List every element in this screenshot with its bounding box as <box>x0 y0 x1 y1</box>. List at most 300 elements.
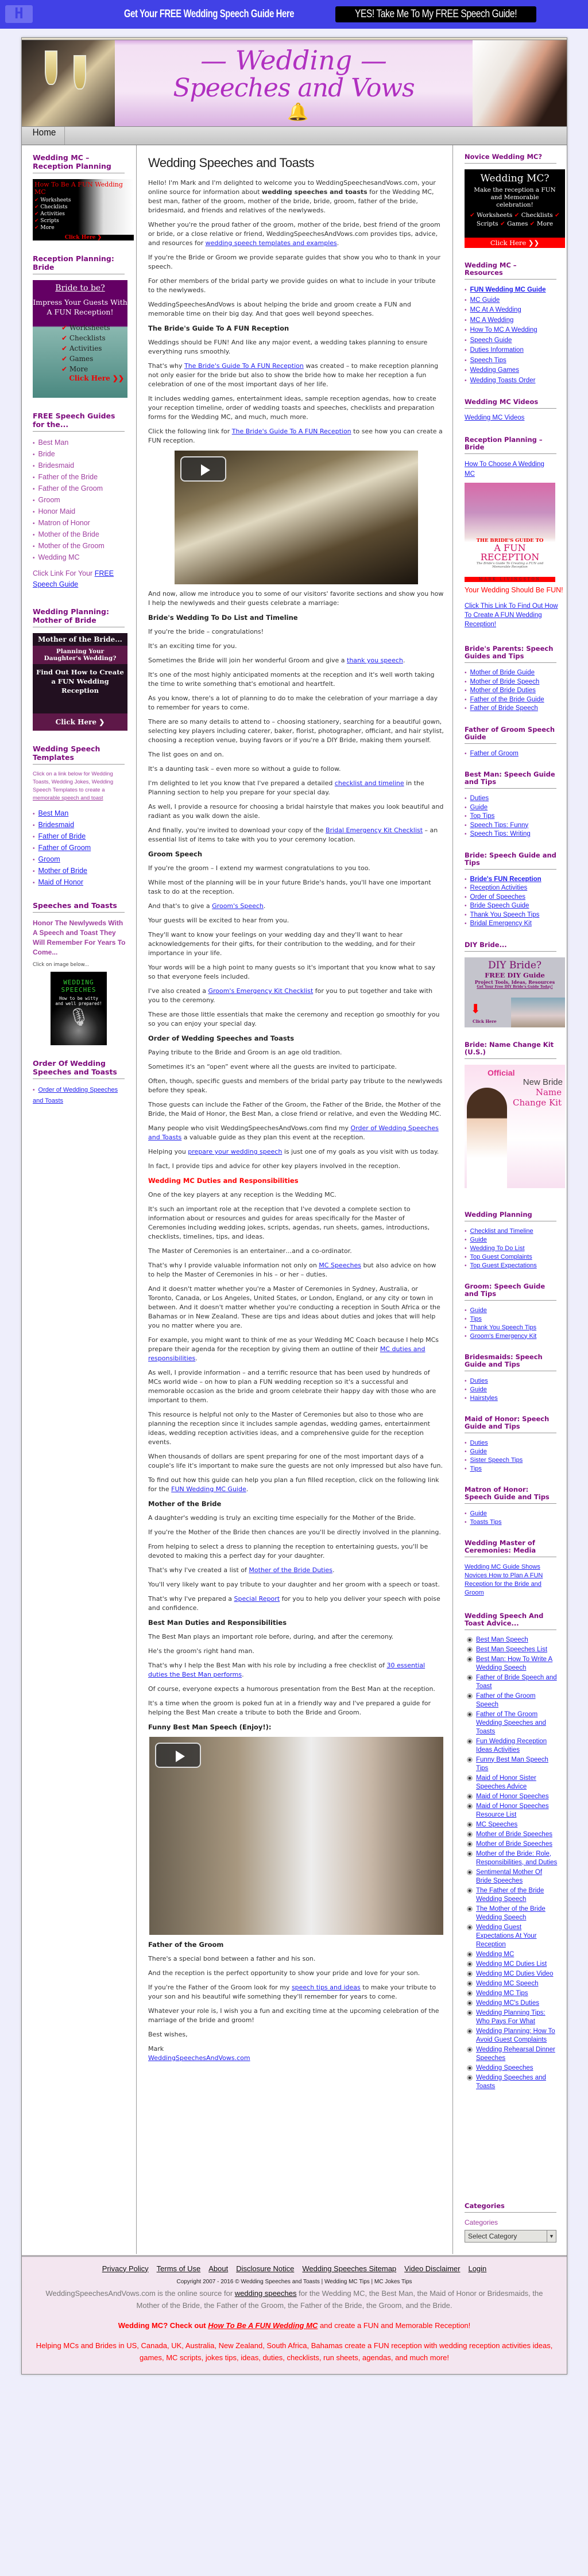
champagne-glasses-photo <box>22 40 115 126</box>
checkmark-icon: ✔ <box>61 344 69 352</box>
bullet-circle-icon <box>467 1841 473 1847</box>
list-link[interactable]: Wedding Rehearsal Dinner Speeches <box>476 2046 555 2062</box>
ad-line: Find Out How to Create a FUN Wedding Reception <box>36 668 124 695</box>
text: That's why I've prepared a <box>148 1595 234 1603</box>
free-guide-text <box>33 568 127 590</box>
text: And finally, you're invited to download your copy of the <box>148 827 326 834</box>
list-link[interactable]: Bridesmaid <box>38 821 75 829</box>
bullet-circle-icon <box>467 2000 473 2006</box>
brides-guide-book[interactable] <box>465 483 555 582</box>
text: Mark <box>148 2045 164 2053</box>
list-link[interactable]: Guide <box>470 1386 487 1393</box>
list-item <box>465 1793 558 1801</box>
list-item-label[interactable]: Father of the Bride <box>38 473 98 481</box>
footer-link[interactable]: Privacy Policy <box>102 2264 149 2273</box>
video-player[interactable] <box>175 451 418 584</box>
list-item-label[interactable]: Best Man <box>38 439 69 447</box>
paragraph <box>148 765 444 774</box>
inline-link[interactable]: Mother of the Bride Duties <box>249 1566 333 1574</box>
list-link[interactable]: Maid of Honor <box>38 878 84 886</box>
paragraph <box>148 1661 444 1679</box>
paragraph <box>148 1100 444 1119</box>
list-link[interactable]: MC Guide <box>470 296 500 304</box>
list-link[interactable]: Checklist and Timeline <box>470 1227 533 1235</box>
honor-newlyweds-text: Honor The Newlyweds With A Speech and Toast They Will Remember For Years To Come... <box>33 919 126 956</box>
list-link[interactable]: Thank You Speech Tips <box>470 1324 537 1331</box>
list-item <box>465 920 567 929</box>
footer-link[interactable]: Disclosure Notice <box>236 2264 295 2273</box>
sidebar-heading: Novice Wedding MC? <box>465 153 556 164</box>
section-heading <box>148 1034 444 1043</box>
paragraph <box>148 1685 444 1694</box>
ad-line: Mother of the Bride... <box>38 635 122 643</box>
list-link[interactable]: Father of Bride <box>38 832 86 840</box>
list-link[interactable]: Hairstyles <box>470 1394 498 1402</box>
footer-link[interactable]: Terms of Use <box>156 2264 201 2273</box>
list-item <box>465 1655 558 1673</box>
list-link[interactable]: Toasts Tips <box>470 1518 502 1526</box>
text: for the Wedding MC, best man, father of the groom, mother of the bride, bride, groom, father of the bride, bridesmaid, and friends and relatives of the newlyweds. <box>148 188 434 214</box>
sidebar-heading: Bride: Speech Guide and Tips <box>465 852 556 870</box>
text: Whether you're the proud father of the groom, mother of the bride, best friend of the groom or bride, or a close relative or friend, WeddingSpeechesAndVows.com provides tips, advice, and resources for <box>148 221 440 247</box>
wedding-mc-videos-link[interactable]: Wedding MC Videos <box>465 414 525 421</box>
text: That's why I help the Best Man with his role by including a free checklist of <box>148 1662 387 1669</box>
list-link[interactable]: Mother of Bride Speeches <box>476 1830 552 1838</box>
text: Best wishes, <box>148 2031 188 2038</box>
inline-link[interactable]: wedding speech templates and examples <box>205 239 337 247</box>
text: . <box>403 657 405 664</box>
bullet-circle-icon <box>467 1961 473 1967</box>
list-link[interactable]: Order of Wedding Speeches and Toasts <box>33 1087 118 1104</box>
list-link[interactable]: Mother of Bride Duties <box>470 687 536 694</box>
checkmark-icon: ✔ <box>34 204 41 210</box>
main-nav <box>22 126 567 145</box>
list-link[interactable]: Top Guest Expectations <box>470 1262 537 1269</box>
paragraph <box>148 427 444 445</box>
inline-link[interactable]: Order of Wedding Speeches and Toasts <box>148 1124 439 1141</box>
ad-line: Get Your Free DIY Bride's Guide Today! <box>477 984 553 989</box>
list-link[interactable]: Duties Information <box>470 347 524 354</box>
ad-check-item: ✔ Worksheets <box>61 324 110 332</box>
text: – an essential list of items to take with you to your ceremony location. <box>148 827 438 843</box>
list-item <box>465 669 567 678</box>
list-link[interactable]: Funny Best Man Speech Tips <box>476 1756 548 1772</box>
click-image-text: Click on image below... <box>33 962 89 968</box>
text: It's a daunting task – even more so without a guide to follow. <box>148 765 341 773</box>
checkmark-icon: ✔ <box>61 355 69 363</box>
list-link[interactable]: Wedding MC Duties Video <box>476 1970 554 1977</box>
inline-link[interactable]: Special Report <box>234 1595 280 1603</box>
diy-bride-ad[interactable] <box>465 957 565 1027</box>
paragraph <box>148 277 444 295</box>
bullet-circle-icon <box>467 1693 473 1699</box>
list-item-label[interactable]: Mother of the Bride <box>38 530 99 538</box>
bold-text: wedding speeches and toasts <box>261 188 368 196</box>
text: You'll very likely want to pay tribute to your daughter and her groom with a speech or toast. <box>148 1581 440 1588</box>
list-link[interactable]: Top Tips <box>470 813 495 820</box>
list-link[interactable]: Wedding Toasts Order <box>470 377 536 384</box>
list-item-label[interactable]: Father of the Groom <box>38 484 103 492</box>
list-link[interactable]: Wedding MC's Duties <box>476 1999 539 2007</box>
text: The Master of Ceremonies is an entertainer…and a co-ordinator. <box>148 1247 352 1255</box>
paragraph <box>148 2007 444 2025</box>
list-link[interactable]: Duties <box>470 1439 488 1446</box>
text: Hello! I'm Mark and I'm delighted to welcome you to WeddingSpeechesandVows.com, your online source for information about <box>148 179 436 196</box>
inline-link[interactable]: The Bride's Guide To A FUN Reception <box>231 428 351 435</box>
text: And it doesn't matter whether you're a Master of Ceremonies in Sydney, Australia, or Toronto, Canada, or Los Angeles, United States, or London, England, or any city or town in between. And it doesn't matter whether you're conducting a reception in South Africa or the Bahamas or in New Zealand. These are tips and ideas about duties and jokes that will help you no matter where you are. <box>148 1285 440 1329</box>
list-link[interactable]: MC Speeches <box>476 1821 518 1828</box>
checkmark-icon: ✔ <box>555 212 560 219</box>
text: In fact, I provide tips and advice for other key players involved in the reception. <box>148 1162 401 1170</box>
footer-link[interactable]: Wedding Speeches Sitemap <box>302 2264 397 2273</box>
footer-link[interactable]: About <box>208 2264 229 2273</box>
inline-link[interactable]: MC duties and responsibilities <box>148 1345 425 1362</box>
list-item <box>465 678 567 687</box>
list-link[interactable]: Reception Activities <box>470 884 528 891</box>
list-link[interactable]: Bride Speech Guide <box>470 902 529 909</box>
list-link[interactable]: The Mother of the Bride Wedding Speech <box>476 1905 546 1921</box>
list-item-label[interactable]: Honor Maid <box>38 507 76 515</box>
text: Sometimes it's an “open” event where all the guests are invited to participate. <box>148 1063 397 1070</box>
list-link[interactable]: Wedding MC Duties List <box>476 1960 547 1968</box>
paragraph <box>148 1566 444 1575</box>
fun-mc-ad[interactable] <box>33 179 134 240</box>
fun-mc-link[interactable]: How To Be A FUN Wedding MC <box>208 2321 318 2330</box>
list-item <box>465 821 567 831</box>
list-item <box>465 1386 567 1394</box>
list-link[interactable]: Best Man Speeches List <box>476 1646 548 1653</box>
ad-check-item: ✔ Scripts <box>34 218 59 224</box>
inline-link[interactable]: speech tips and ideas <box>291 1984 361 1991</box>
paragraph <box>148 1190 444 1200</box>
list-link[interactable]: Wedding To Do List <box>470 1244 525 1252</box>
footer-mc-promo <box>28 2319 561 2331</box>
inline-link[interactable]: MC Speeches <box>319 1262 361 1269</box>
list-link[interactable]: Father of Groom <box>38 844 91 852</box>
text: to make your tribute to your son and his beautiful wife something they'll remember for years to come. <box>148 1984 436 2000</box>
inline-link[interactable]: Groom's Emergency Kit Checklist <box>208 987 314 995</box>
mother-of-bride-ad[interactable] <box>33 633 127 731</box>
free-guide-button-label: YES! Take Me To My FREE Speech Guide! <box>354 8 517 20</box>
free-speech-guide-link[interactable]: FREE Speech Guide <box>33 569 114 588</box>
bullet-circle-icon <box>467 1869 473 1875</box>
list-link[interactable]: Maid of Honor Speeches Resource List <box>476 1802 549 1818</box>
list-link[interactable]: MC At A Wedding <box>470 307 521 313</box>
list-link[interactable]: Wedding MC Tips <box>476 1989 528 1997</box>
list-link[interactable]: Sister Speech Tips <box>470 1456 523 1464</box>
list-item <box>465 696 567 705</box>
list-link[interactable]: Maid of Honor Sister Speeches Advice <box>476 1774 536 1790</box>
paragraph <box>148 362 444 389</box>
paragraph <box>148 253 444 271</box>
list-link[interactable]: Father of the Bride Guide <box>470 696 544 703</box>
inline-link[interactable]: thank you speech <box>347 657 403 664</box>
text: . <box>263 902 266 910</box>
list-link[interactable]: Wedding MC Speech <box>476 1980 539 1987</box>
text: Your guests will be excited to hear from you. <box>148 917 289 924</box>
list-link[interactable]: Bride's FUN Reception <box>470 875 541 883</box>
list-link[interactable]: Father of The Groom Wedding Speeches and Toasts <box>476 1710 546 1735</box>
list-link[interactable]: Mother of Bride <box>38 867 87 875</box>
list-link[interactable]: Wedding Guest Expectations At Your Reception <box>476 1923 537 1948</box>
list-link[interactable]: Speech Tips: Funny <box>470 821 529 829</box>
sidebar-heading: Father of Groom Speech Guide <box>465 726 556 744</box>
bride-reception-ad[interactable] <box>33 280 127 398</box>
list-link[interactable]: Speech Tips <box>470 356 506 364</box>
text: If you're the Bride or Groom we provide separate guides that show you who to thank in your speech. <box>148 254 440 270</box>
list-link[interactable]: Guide <box>470 1306 487 1314</box>
list-item <box>465 902 567 911</box>
name-change-kit-ad[interactable] <box>465 1065 565 1188</box>
sidebar-heading: DIY Bride... <box>465 941 556 952</box>
list-link[interactable]: Father of Bride Speech <box>470 705 538 712</box>
list-item <box>33 495 136 506</box>
list-link[interactable]: Speech Guide <box>470 336 512 344</box>
category-select[interactable] <box>465 2230 556 2243</box>
list-link[interactable]: Bridal Emergency Kit <box>470 920 532 927</box>
list-item <box>465 1868 558 1886</box>
bullet-circle-icon <box>467 2047 473 2053</box>
list-item <box>465 1850 558 1867</box>
text: The Best Man plays an important role before, during, and after the ceremony. <box>148 1633 394 1640</box>
inline-link[interactable]: The Bride's Guide To A FUN Reception <box>184 362 304 370</box>
list-link[interactable]: Maid of Honor Speeches <box>476 1793 549 1800</box>
ad-check-item: ✔ Worksheets <box>34 197 71 203</box>
list-item-label[interactable]: Mother of the Groom <box>38 542 105 550</box>
left-sidebar <box>22 145 137 2254</box>
list-item-label[interactable]: Bride <box>38 450 55 458</box>
paragraph <box>148 1699 444 1717</box>
list-item-label[interactable]: Matron of Honor <box>38 519 90 527</box>
ad-subtitle: Make the reception a FUN and Memorable celebration! <box>474 187 556 208</box>
inline-link[interactable]: Groom's Speech <box>212 902 264 910</box>
sidebar-heading: Best Man: Speech Guide and Tips <box>465 771 556 789</box>
inline-link[interactable]: FUN Wedding MC Guide <box>171 1485 246 1493</box>
list-item <box>465 296 567 306</box>
list-link[interactable]: MC A Wedding <box>470 316 514 324</box>
sidebar-heading: Wedding Planning <box>465 1211 556 1221</box>
section-heading <box>148 1940 444 1949</box>
list-link[interactable]: Guide <box>470 1448 487 1455</box>
text: WeddingSpeechesAndVows is about helping the bride and groom create a FUN and memorable time on their big day. And that goes well beyond speeches. <box>148 301 411 317</box>
bullet-circle-icon <box>467 1981 473 1987</box>
novice-mc-ad[interactable] <box>465 169 565 248</box>
text: That's why I've created a list of <box>148 1566 249 1574</box>
paragraph <box>148 902 444 911</box>
bullet-circle-icon <box>467 2065 473 2071</box>
list-item <box>465 1439 567 1448</box>
list-link[interactable]: Best Man: How To Write A Wedding Speech <box>476 1655 553 1671</box>
video-player[interactable] <box>149 1737 443 1935</box>
list-link[interactable]: Mother of Bride Guide <box>470 669 535 676</box>
list-link[interactable]: Wedding Games <box>470 367 519 374</box>
ad-click-here: Click Here ❯ <box>33 235 134 240</box>
fun-reception-link[interactable]: Click This Link To Find Out How To Create A FUN Wedding Reception! <box>465 603 558 628</box>
text: Father of the Groom <box>148 1941 224 1949</box>
list-item <box>465 1756 558 1773</box>
list-link[interactable]: Father of Groom <box>470 750 519 757</box>
list-link[interactable]: Duties <box>470 1377 488 1384</box>
sidebar-heading: Wedding Speech Templates <box>33 744 125 765</box>
wedding-speeches-link[interactable]: wedding speeches <box>234 2288 297 2298</box>
choose-mc-link[interactable]: How To Choose A Wedding MC <box>465 461 544 478</box>
list-item <box>465 1887 558 1904</box>
bullet-circle-icon <box>467 1952 473 1957</box>
list-link[interactable]: Sentimental Mother Of Bride Speeches <box>476 1868 543 1884</box>
bullet-circle-icon <box>467 1647 473 1652</box>
ad-click-here: Click Here ❯❯ <box>69 374 124 382</box>
list-link[interactable]: Guide <box>470 1510 487 1517</box>
media-guide-link[interactable]: Wedding MC Guide Shows Novices How to Plan A FUN Reception for the Bride and Groom <box>465 1563 543 1596</box>
list-link[interactable]: Speech Tips: Writing <box>470 831 531 837</box>
list-link[interactable]: Wedding MC <box>476 1950 514 1958</box>
list-item-label[interactable]: Groom <box>38 496 60 504</box>
play-icon[interactable] <box>155 1743 201 1768</box>
paragraph <box>148 1647 444 1656</box>
list-item <box>465 356 567 366</box>
list-link[interactable]: Wedding Speeches and Toasts <box>476 2074 546 2090</box>
list-link[interactable]: FUN Wedding MC Guide <box>470 286 546 293</box>
list-link[interactable]: Duties <box>470 795 489 802</box>
list-link[interactable]: Best Man <box>38 809 69 817</box>
paragraph <box>148 2030 444 2039</box>
list-link[interactable]: Mother of Bride Speeches <box>476 1840 552 1848</box>
list-item <box>465 830 567 839</box>
text: Groom Speech <box>148 850 203 858</box>
book-author: MARK LIVINGSTON <box>465 577 555 582</box>
list-item <box>465 1262 567 1270</box>
text: If you're the groom – I extend my warmest congratulations to you too. <box>148 864 370 872</box>
list-item <box>465 893 567 902</box>
sidebar-heading: Maid of Honor: Speech Guide and Tips <box>465 1415 556 1433</box>
text: . <box>332 1566 335 1574</box>
text: to see how you can create a FUN reception. <box>148 428 443 444</box>
ad-title: Bride to be? <box>55 284 105 293</box>
list-link[interactable]: Mother of the Bride: Role, Responsibilities, and Duties <box>476 1850 558 1866</box>
paragraph <box>148 220 444 248</box>
list-link[interactable]: The Father of the Bride Wedding Speech <box>476 1887 544 1903</box>
list-link[interactable]: Wedding Speeches <box>476 2064 533 2071</box>
footer-link[interactable]: Login <box>468 2264 487 2273</box>
checkmark-icon: ✔ <box>61 324 69 332</box>
text: in the Planning section to help you prepare for your special day. <box>148 779 424 796</box>
list-link[interactable]: Guide <box>470 1236 487 1243</box>
site-logo[interactable] <box>115 40 473 126</box>
arrow-down-icon: ⬇ <box>470 1002 481 1017</box>
paragraph <box>148 1580 444 1589</box>
list-link[interactable]: Top Guest Complaints <box>470 1253 532 1260</box>
text: It's a time when the groom is poked fun at in a friendly way and I've prepared a guide for helping the Best Man create a tribute to both the Bride and Groom. <box>148 1700 431 1716</box>
list-link[interactable]: Best Man Speech <box>476 1636 528 1643</box>
list-item <box>33 877 136 889</box>
text: Many people who visit WeddingSpeechesAndVows.com find my <box>148 1124 351 1132</box>
wedding-speeches-book[interactable] <box>51 972 107 1045</box>
list-link[interactable]: Groom <box>38 855 60 863</box>
text: I'm delighted to let you know that I've prepared a detailed <box>148 779 335 787</box>
list-link[interactable]: Groom's Emergency Kit <box>470 1332 537 1340</box>
paragraph <box>148 338 444 356</box>
list-link[interactable]: Wedding Planning: How To Avoid Guest Complaints <box>476 2027 555 2043</box>
list-item <box>465 794 567 804</box>
list-item <box>465 1324 567 1332</box>
list-link[interactable]: Tips <box>470 1315 482 1322</box>
templates-description-text: Click on a link below for Wedding Toasts, Wedding Jokes, Wedding Speech Templates to create a <box>33 771 114 793</box>
text: That's why <box>148 362 184 370</box>
text: but also advice on how to help the Master of Ceremonies in his – or her – duties. <box>148 1262 436 1278</box>
list-item-label[interactable]: Wedding MC <box>38 553 80 561</box>
inline-link[interactable]: Bridal Emergency Kit Checklist <box>326 827 423 834</box>
list-link[interactable]: Mother of Bride Speech <box>470 678 540 685</box>
text: Often, though, specific guests and members of the bridal party pay tribute to the newlyweds before they speak. <box>148 1077 443 1094</box>
sidebar-heading: Bridesmaids: Speech Guide and Tips <box>465 1353 556 1371</box>
ad-check-item: ✔ Worksheets <box>470 212 514 219</box>
text: Sometimes the Bride will join her wonderful Groom and give a <box>148 657 347 664</box>
page-title: Wedding Speeches and Toasts <box>148 156 315 170</box>
site-header-banner[interactable] <box>22 40 567 126</box>
text: Paying tribute to the Bride and Groom is an age old tradition. <box>148 1049 342 1056</box>
inline-link[interactable]: checklist and timeline <box>334 779 404 787</box>
ad-click-here: Click Here ❯ <box>33 713 127 731</box>
list-link[interactable]: Thank You Speech Tips <box>470 911 540 918</box>
checkmark-icon: ✔ <box>34 211 41 217</box>
inline-link[interactable]: prepare your wedding speech <box>188 1148 283 1155</box>
list-item <box>33 552 136 564</box>
paragraph <box>148 656 444 665</box>
list-item <box>465 1465 567 1473</box>
text: for you to put together and take with you to the ceremony. <box>148 987 433 1004</box>
sidebar-heading: Wedding Planning: Mother of Bride <box>33 607 125 627</box>
bullet-circle-icon <box>467 1775 473 1781</box>
text: Weddings should be FUN! And like any major event, a wedding takes planning to ensure everything runs smoothly. <box>148 339 428 355</box>
list-link[interactable]: Guide <box>470 804 488 811</box>
paragraph <box>148 1077 444 1095</box>
logo-line-2: Speeches and Vows <box>173 73 415 103</box>
list-link[interactable]: Order of Speeches <box>470 893 526 901</box>
bullet-circle-icon <box>467 1832 473 1837</box>
memorable-speech-link[interactable]: memorable speech and toast <box>33 795 103 801</box>
play-icon[interactable] <box>180 456 226 482</box>
list-item <box>465 1306 567 1315</box>
ad-check-item: ✔ More <box>529 220 554 227</box>
ad-check-item: ✔ Activities <box>34 211 65 217</box>
text: . <box>246 1485 249 1493</box>
text: And that's to give a <box>148 902 212 910</box>
fun-wedding-text: Your Wedding Should Be FUN! <box>465 586 563 594</box>
list-item-label[interactable]: Bridesmaid <box>38 461 75 470</box>
paragraph <box>148 1162 444 1171</box>
list-link[interactable]: Tips <box>470 1465 482 1472</box>
ad-check-item: ✔ Activities <box>61 344 102 352</box>
list-link[interactable]: Wedding Planning Tips: Who Pays For What <box>476 2009 546 2025</box>
list-link[interactable]: Fun Wedding Reception Ideas Activities <box>476 1737 547 1753</box>
footer-link[interactable]: Video Disclaimer <box>404 2264 461 2273</box>
free-guide-button[interactable] <box>335 6 536 22</box>
list-link[interactable]: Father of the Groom Speech <box>476 1692 536 1708</box>
bullet-circle-icon <box>467 1925 473 1930</box>
list-link[interactable]: How To MC A Wedding <box>470 327 537 333</box>
section-heading-red <box>148 1176 444 1185</box>
nav-home[interactable]: Home <box>24 127 65 145</box>
list-link[interactable]: Father of Bride Speech and Toast <box>476 1674 557 1690</box>
paragraph <box>148 1048 444 1057</box>
inline-link[interactable]: 30 essential duties the Best Man performs <box>148 1662 425 1678</box>
list-item <box>465 1980 558 1988</box>
list-item <box>465 1674 558 1691</box>
list-item <box>465 1999 558 2008</box>
text: It includes wedding games, entertainment ideas, sample reception agendas, how to create your reception timeline, order of wedding toasts and speeches, checklists and preparation forms for the Wedding MC, and much, much more. <box>148 395 436 421</box>
text: . <box>242 1671 244 1678</box>
inline-link[interactable]: WeddingSpeechesAndVows.com <box>148 2054 250 2062</box>
